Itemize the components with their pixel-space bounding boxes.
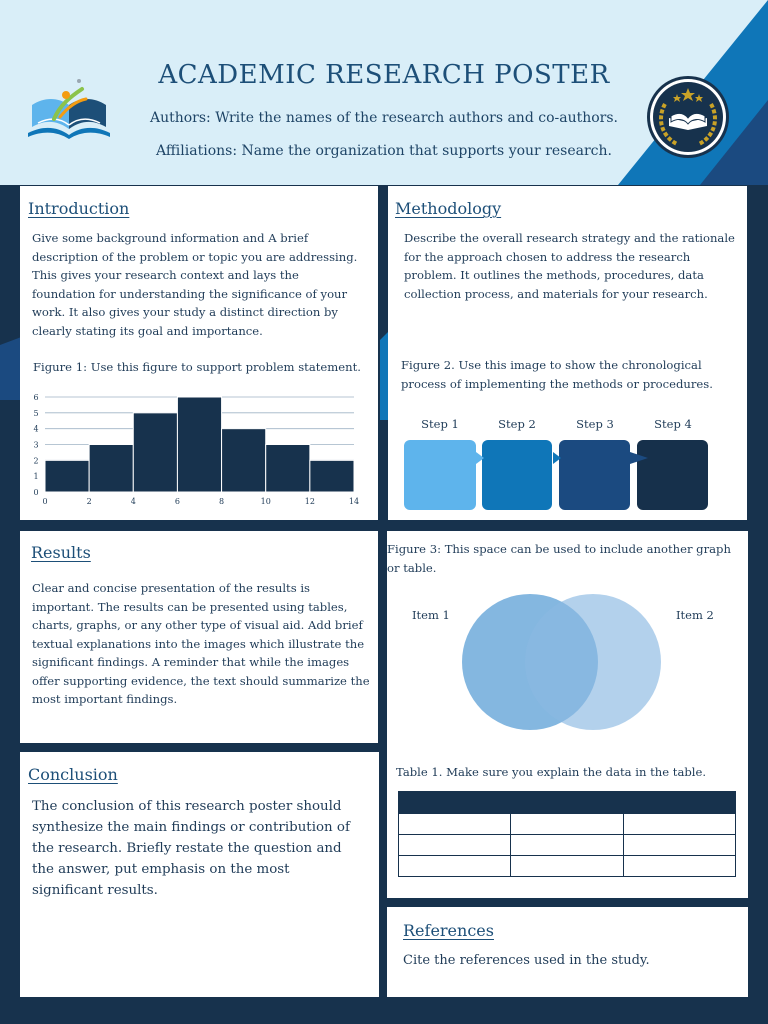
introduction-heading: Introduction <box>28 199 130 218</box>
histogram-bar <box>310 460 354 492</box>
methodology-heading: Methodology <box>395 199 502 218</box>
step-arrows <box>470 448 660 468</box>
venn-diagram <box>455 588 665 738</box>
step-2-label: Step 2 <box>498 417 536 431</box>
histogram-bar <box>89 445 133 493</box>
y-tick-label: 6 <box>33 393 39 402</box>
affiliations-line: Affiliations: Name the organization that supports your research. <box>156 143 612 159</box>
references-heading: References <box>403 921 494 940</box>
x-tick-label: 4 <box>130 497 136 506</box>
venn-item-2-label: Item 2 <box>676 608 714 622</box>
x-tick-label: 6 <box>174 497 180 506</box>
histogram-bar <box>222 429 266 492</box>
histogram-bar <box>133 413 177 492</box>
histogram-bar <box>266 445 310 493</box>
data-table <box>398 791 736 877</box>
y-tick-label: 5 <box>33 408 39 418</box>
y-tick-label: 4 <box>33 424 39 434</box>
venn-item-1-label: Item 1 <box>412 608 450 622</box>
figure-3-caption: Figure 3: This space can be used to include another graph or table. <box>387 542 731 575</box>
step-4-label: Step 4 <box>654 417 692 431</box>
x-tick-label: 12 <box>304 497 315 506</box>
step-1-box <box>404 440 476 510</box>
table-row <box>399 835 736 856</box>
histogram-chart <box>28 390 368 510</box>
step-3-label: Step 3 <box>576 417 614 431</box>
conclusion-body: The conclusion of this research poster should synthesize the main findings or contribution of the research. Briefly restate the question and the answer, put emphasis on the most significant results. <box>32 799 350 898</box>
table-1-caption: Table 1. Make sure you explain the data in the table. <box>396 765 707 779</box>
figure-2-caption: Figure 2. Use this image to show the chronological process of implementing the methods or procedures. <box>401 358 713 391</box>
figure-1-caption: Figure 1: Use this figure to support problem statement. <box>33 360 361 374</box>
histogram-bar <box>177 397 221 492</box>
x-tick-label: 14 <box>348 497 360 506</box>
methodology-body: Describe the overall research strategy and the rationale for the approach chosen to address the research problem. It outlines the methods, procedures, data collection process, and materials for your research. <box>404 231 735 301</box>
y-tick-label: 2 <box>33 456 39 466</box>
introduction-body: Give some background information and A brief description of the problem or topic you are addressing. This gives your research context and lays the foundation for understanding the significance of your work. It also gives your study a distinct direction by clearly stating its goal and importance. <box>32 231 358 338</box>
x-tick-label: 8 <box>219 497 225 506</box>
references-body: Cite the references used in the study. <box>403 953 650 968</box>
x-tick-label: 0 <box>42 497 48 506</box>
table-row <box>399 856 736 877</box>
results-heading: Results <box>31 543 91 562</box>
authors-line: Authors: Write the names of the research authors and co-authors. <box>149 110 618 126</box>
table-row <box>399 814 736 835</box>
venn-circle-2 <box>525 594 661 730</box>
x-tick-label: 10 <box>260 497 271 506</box>
y-tick-label: 1 <box>33 472 39 482</box>
x-tick-label: 2 <box>86 497 92 506</box>
y-tick-label: 3 <box>33 440 39 450</box>
step-1-label: Step 1 <box>421 417 459 431</box>
histogram-bar <box>45 460 89 492</box>
conclusion-heading: Conclusion <box>28 765 118 784</box>
poster-title: ACADEMIC RESEARCH POSTER <box>158 60 610 90</box>
y-tick-label: 0 <box>33 488 39 497</box>
table-header-row <box>399 792 736 814</box>
results-body: Clear and concise presentation of the results is important. The results can be presented using tables, charts, graphs, or any other type of visual aid. Add brief textual explanations into the images which illustrate the significant findings. A reminder that while the images offer supporting evidence, the text should summarize the most important findings. <box>32 581 370 706</box>
